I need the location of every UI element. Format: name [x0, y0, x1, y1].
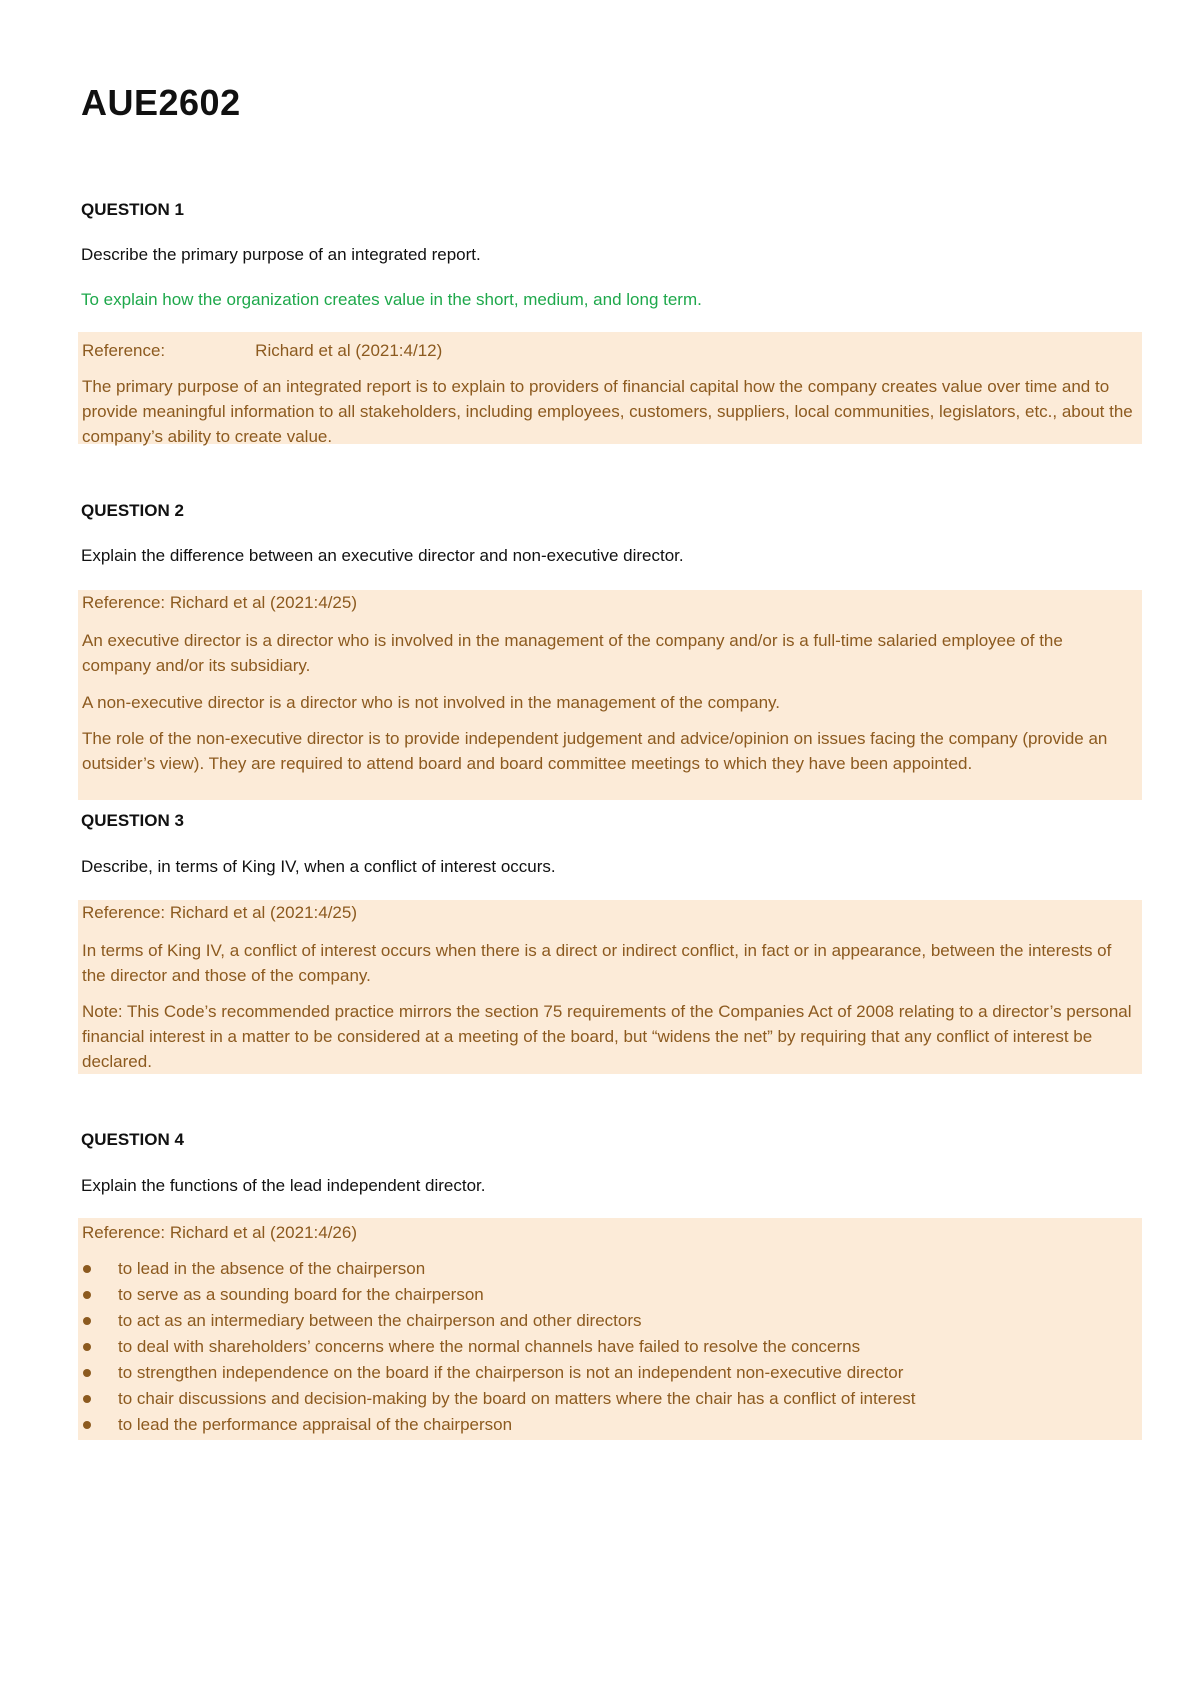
- bullet-icon: [83, 1317, 91, 1325]
- question-1-prompt: Describe the primary purpose of an integrated report.: [81, 245, 481, 264]
- list-item-text: to lead the performance appraisal of the chairperson: [118, 1415, 513, 1434]
- question-3-prompt: Describe, in terms of King IV, when a conflict of interest occurs.: [81, 857, 556, 876]
- question-1-reference-box: [78, 332, 1142, 444]
- list-item-text: to deal with shareholders’ concerns where the normal channels have failed to resolve the concerns: [118, 1337, 861, 1356]
- list-item: [82, 1308, 1136, 1334]
- list-item-text: to strengthen independence on the board if the chairperson is not an independent non-executive director: [118, 1363, 904, 1382]
- question-2-heading: QUESTION 2: [81, 501, 184, 520]
- question-2-paragraph-1: An executive director is a director who is involved in the management of the company and/or is a full-time salaried employee of the company and/or its subsidiary.: [82, 631, 1063, 675]
- question-4-heading: QUESTION 4: [81, 1130, 184, 1149]
- list-item: [82, 1256, 1136, 1282]
- question-2-reference: Reference: Richard et al (2021:4/25): [82, 593, 357, 612]
- question-3-reference: Reference: Richard et al (2021:4/25): [82, 903, 357, 922]
- question-4-bullet-list: [82, 1256, 1136, 1438]
- question-3-heading: QUESTION 3: [81, 811, 184, 830]
- list-item-text: to chair discussions and decision-making by the board on matters where the chair has a conflict of interest: [118, 1389, 916, 1408]
- question-4-reference: Reference: Richard et al (2021:4/26): [82, 1223, 357, 1242]
- question-3-paragraph-2: Note: This Code’s recommended practice mirrors the section 75 requirements of the Companies Act of 2008 relating to a director’s personal financial interest in a matter to be considered at a meeting of the board, but “widens the net” by requiring that any conflict of interest be declared.: [82, 1002, 1132, 1071]
- question-1-heading: QUESTION 1: [81, 200, 184, 219]
- question-1-reference: [82, 338, 442, 363]
- bullet-icon: [83, 1291, 91, 1299]
- reference-source: Richard et al (2021:4/12): [255, 341, 443, 360]
- list-item: [82, 1282, 1136, 1308]
- bullet-icon: [83, 1343, 91, 1351]
- list-item: [82, 1386, 1136, 1412]
- reference-label: Reference:: [82, 341, 166, 360]
- question-1-answer: To explain how the organization creates value in the short, medium, and long term.: [81, 290, 702, 309]
- question-3-paragraph-1: In terms of King IV, a conflict of interest occurs when there is a direct or indirect conflict, in fact or in appearance, between the interests of the director and those of the company.: [82, 941, 1112, 985]
- question-3-reference-box: [78, 900, 1142, 1074]
- list-item: [82, 1334, 1136, 1360]
- question-1-paragraph: The primary purpose of an integrated report is to explain to providers of financial capital how the company creates value over time and to provide meaningful information to all stakeholders, including employees, customers, suppliers, local communities, legislators, etc., about the company’s ability to create value.: [82, 377, 1133, 446]
- list-item-text: to act as an intermediary between the chairperson and other directors: [118, 1311, 642, 1330]
- list-item: [82, 1360, 1136, 1386]
- question-2-reference-box: [78, 590, 1142, 800]
- question-2-paragraph-2: A non-executive director is a director who is not involved in the management of the company.: [82, 693, 781, 712]
- question-4-prompt: Explain the functions of the lead independent director.: [81, 1176, 486, 1195]
- list-item-text: to serve as a sounding board for the chairperson: [118, 1285, 484, 1304]
- bullet-icon: [83, 1265, 91, 1273]
- question-2-paragraph-3: The role of the non-executive director is to provide independent judgement and advice/opinion on issues facing the company (provide an outsider’s view). They are required to attend board and board committee meetings to which they have been appointed.: [82, 729, 1108, 773]
- question-2-prompt: Explain the difference between an executive director and non-executive director.: [81, 546, 684, 565]
- bullet-icon: [83, 1421, 91, 1429]
- bullet-icon: [83, 1369, 91, 1377]
- question-4-reference-box: [78, 1218, 1142, 1440]
- list-item-text: to lead in the absence of the chairperson: [118, 1259, 426, 1278]
- list-item: [82, 1412, 1136, 1438]
- document-title: AUE2602: [81, 82, 241, 123]
- bullet-icon: [83, 1395, 91, 1403]
